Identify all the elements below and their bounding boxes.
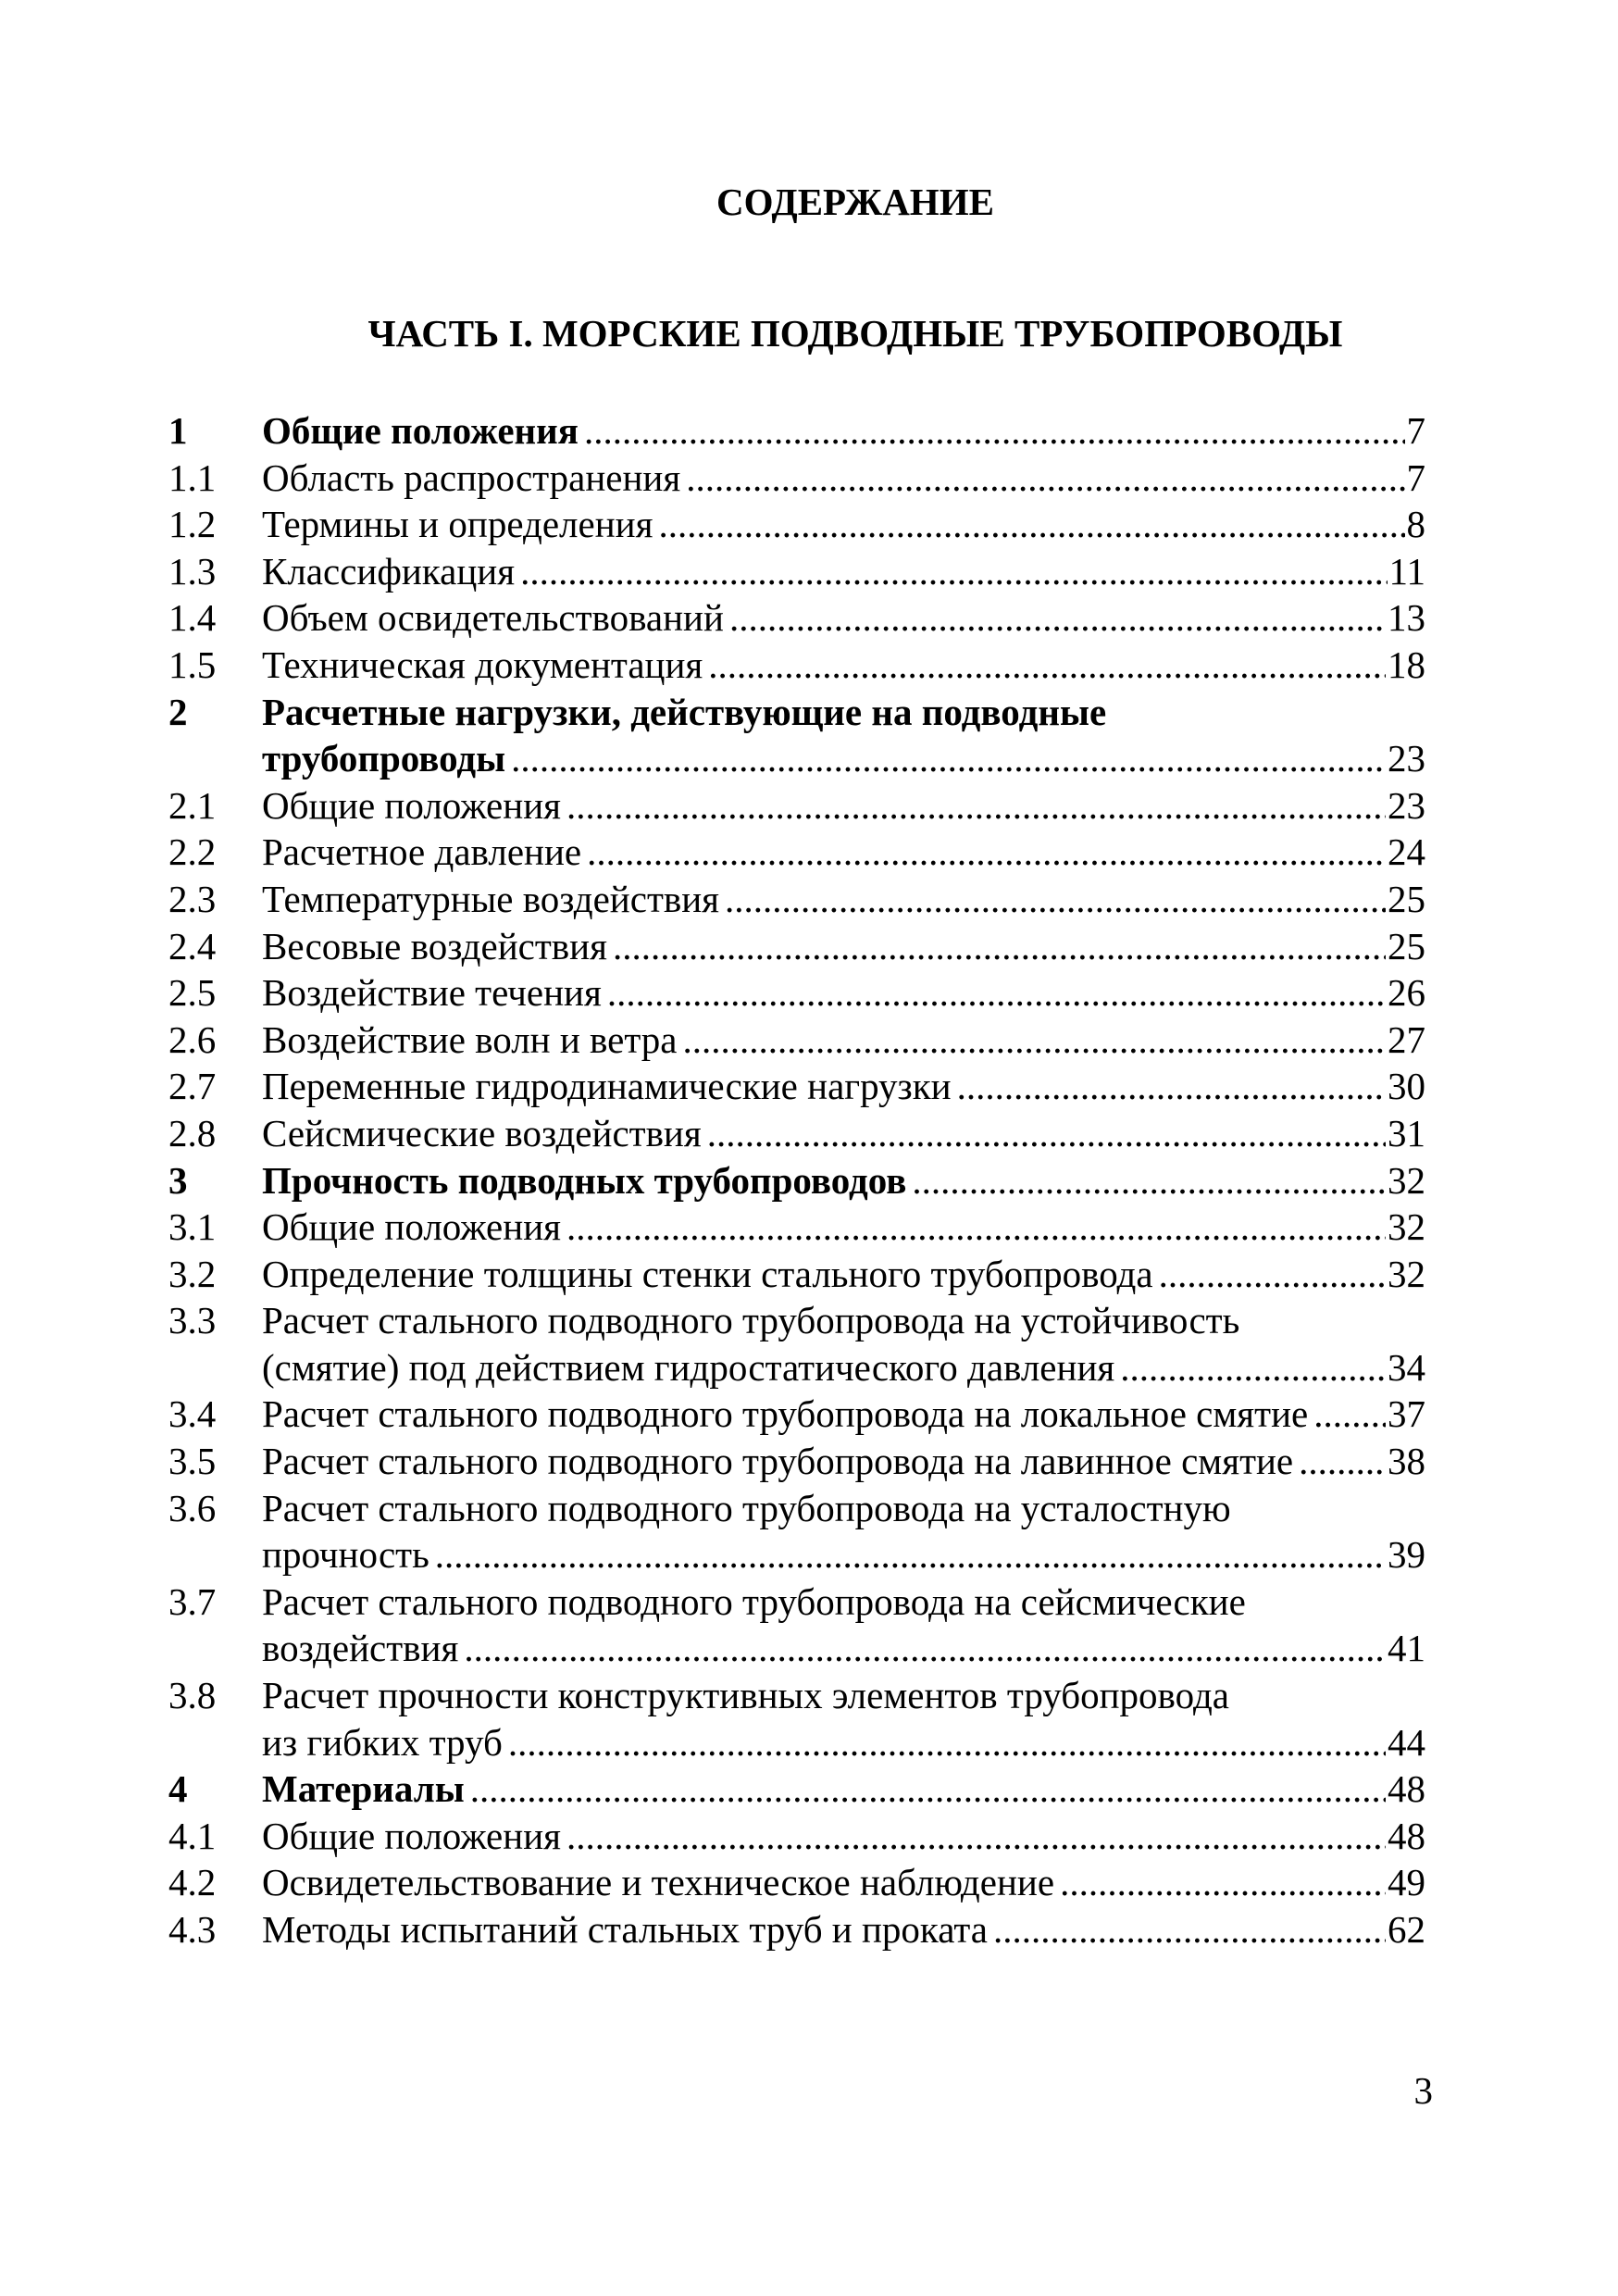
toc-entry[interactable] [168, 501, 1425, 548]
toc-entry[interactable] [168, 1578, 1425, 1626]
toc-entry-page: 25 [1388, 924, 1425, 967]
toc-entry[interactable] [168, 923, 1425, 970]
toc-dot-leader [1120, 1344, 1386, 1391]
toc-entry-title: (смятие) под действием гидростатического давления [262, 1345, 1115, 1389]
toc-dot-leader [686, 455, 1404, 502]
toc-entry-title: Объем освидетельствований [262, 596, 724, 640]
toc-entry-number: 3.4 [168, 1392, 217, 1436]
toc-entry-page: 39 [1388, 1533, 1425, 1577]
toc-entry[interactable] [168, 829, 1425, 876]
toc-dot-leader [511, 735, 1386, 782]
toc-dot-leader [729, 594, 1386, 642]
toc-dot-leader [520, 548, 1387, 595]
toc-entry-page: 37 [1388, 1392, 1425, 1436]
toc-entry-title: Общие положения [262, 783, 561, 827]
toc-entry-page: 32 [1388, 1252, 1425, 1295]
toc-entry[interactable] [168, 782, 1425, 830]
toc-entry[interactable] [168, 689, 1425, 736]
toc-entry[interactable] [168, 969, 1425, 1017]
toc-entry[interactable] [168, 1251, 1425, 1298]
toc-dot-leader [1299, 1438, 1386, 1485]
toc-entry-page: 7 [1406, 455, 1425, 499]
toc-dot-leader [912, 1157, 1386, 1204]
toc-entry[interactable] [168, 1297, 1425, 1344]
toc-entry-page: 32 [1388, 1158, 1425, 1202]
toc-dot-leader [470, 1766, 1386, 1813]
toc-entry[interactable] [168, 548, 1425, 595]
toc-entry-title: Расчет прочности конструктивных элементов трубопровода [262, 1674, 1229, 1717]
toc-entry-number: 3.3 [168, 1299, 217, 1342]
toc-dot-leader [658, 501, 1404, 548]
toc-entry-title: Освидетельствование и техническое наблюдение [262, 1861, 1055, 1904]
toc-entry[interactable] [168, 1859, 1425, 1906]
toc-entry[interactable] [168, 1063, 1425, 1110]
toc-entry-title: Классификация [262, 549, 516, 593]
table-of-contents [168, 407, 1425, 1953]
toc-entry-title: Весовые воздействия [262, 924, 607, 967]
toc-entry-page: 38 [1388, 1440, 1425, 1483]
toc-entry[interactable] [168, 1906, 1425, 1953]
toc-entry-title: Расчет стального подводного трубопровода на усталостную [262, 1486, 1231, 1529]
toc-entry[interactable] [168, 1672, 1425, 1719]
toc-entry-title: трубопроводы [262, 737, 506, 780]
toc-dot-leader [1159, 1251, 1386, 1298]
toc-entry-page: 13 [1388, 596, 1425, 640]
toc-dot-leader [607, 969, 1386, 1017]
toc-entry-title: Воздействие течения [262, 971, 602, 1015]
toc-entry-page: 18 [1388, 643, 1425, 686]
toc-entry-page: 25 [1388, 877, 1425, 920]
toc-entry-number: 3.6 [168, 1486, 217, 1529]
toc-entry-page: 31 [1388, 1111, 1425, 1154]
toc-entry[interactable] [168, 1157, 1425, 1204]
toc-dot-leader [435, 1531, 1386, 1578]
toc-entry[interactable] [168, 594, 1425, 642]
toc-entry[interactable] [168, 1438, 1425, 1485]
toc-entry-title: Переменные гидродинамические нагрузки [262, 1065, 952, 1108]
toc-entry-title: воздействия [262, 1627, 459, 1670]
toc-entry-number: 1 [168, 409, 188, 452]
toc-dot-leader [957, 1063, 1386, 1110]
toc-entry-number: 2.6 [168, 1017, 217, 1061]
toc-entry-title: Общие положения [262, 1814, 561, 1857]
toc-entry-title: Температурные воздействия [262, 877, 720, 920]
toc-entry-number: 2.8 [168, 1111, 217, 1154]
toc-entry-title: Сейсмические воздействия [262, 1111, 702, 1154]
toc-dot-leader [613, 923, 1386, 970]
toc-entry-page: 32 [1388, 1205, 1425, 1249]
toc-entry-page: 7 [1406, 409, 1425, 452]
toc-entry-title: Общие положения [262, 409, 579, 452]
toc-entry-number: 2.1 [168, 783, 217, 827]
toc-entry[interactable] [168, 407, 1425, 455]
toc-entry-title: из гибких труб [262, 1720, 503, 1764]
toc-entry-number: 3.5 [168, 1440, 217, 1483]
toc-entry-number: 2.3 [168, 877, 217, 920]
part-title: ЧАСТЬ I. МОРСКИЕ ПОДВОДНЫЕ ТРУБОПРОВОДЫ [367, 312, 1343, 355]
toc-dot-leader [993, 1906, 1386, 1953]
toc-entry-number: 1.3 [168, 549, 217, 593]
toc-entry-title: Определение толщины стенки стального трубопровода [262, 1252, 1153, 1295]
toc-entry-page: 8 [1406, 503, 1425, 546]
toc-entry-title: Материалы [262, 1767, 465, 1811]
toc-entry-page: 49 [1388, 1861, 1425, 1904]
toc-dot-leader [464, 1625, 1386, 1672]
toc-entry[interactable] [168, 455, 1425, 502]
toc-entry-title: Техническая документация [262, 643, 703, 686]
toc-entry-title: Общие положения [262, 1205, 561, 1249]
toc-entry[interactable] [168, 1625, 1425, 1672]
toc-entry-title: Расчет стального подводного трубопровода на локальное смятие [262, 1392, 1309, 1436]
toc-entry-page: 48 [1388, 1814, 1425, 1857]
toc-dot-leader [566, 1813, 1386, 1860]
toc-entry-title: Термины и определения [262, 503, 653, 546]
toc-entry[interactable] [168, 1531, 1425, 1578]
toc-dot-leader [584, 407, 1405, 455]
toc-entry-number: 4.2 [168, 1861, 217, 1904]
toc-entry-title: Область распространения [262, 455, 681, 499]
toc-entry-number: 2.5 [168, 971, 217, 1015]
toc-entry-page: 34 [1388, 1345, 1425, 1389]
toc-entry-page: 24 [1388, 830, 1425, 874]
toc-entry-page: 48 [1388, 1767, 1425, 1811]
toc-entry[interactable] [168, 876, 1425, 923]
toc-entry-page: 30 [1388, 1065, 1425, 1108]
toc-entry-number: 3 [168, 1158, 188, 1202]
toc-entry-page: 23 [1388, 737, 1425, 780]
toc-dot-leader [508, 1719, 1386, 1766]
toc-dot-leader [682, 1017, 1386, 1064]
toc-entry-number: 2.7 [168, 1065, 217, 1108]
toc-dot-leader [566, 1204, 1386, 1251]
toc-entry-number: 4.3 [168, 1908, 217, 1951]
toc-entry[interactable] [168, 1719, 1425, 1766]
toc-dot-leader [1313, 1391, 1386, 1438]
toc-entry-number: 2 [168, 690, 188, 733]
toc-entry[interactable] [168, 1017, 1425, 1064]
toc-entry-page: 26 [1388, 971, 1425, 1015]
toc-entry-number: 4 [168, 1767, 188, 1811]
toc-entry[interactable] [168, 735, 1425, 782]
toc-dot-leader [708, 642, 1386, 689]
toc-entry-number: 4.1 [168, 1814, 217, 1857]
toc-entry-title: Расчетное давление [262, 830, 582, 874]
toc-entry-page: 44 [1388, 1720, 1425, 1764]
toc-entry-number: 3.8 [168, 1674, 217, 1717]
toc-entry-title: Прочность подводных трубопроводов [262, 1158, 907, 1202]
toc-entry[interactable] [168, 1813, 1425, 1860]
toc-entry-number: 2.4 [168, 924, 217, 967]
toc-entry[interactable] [168, 1485, 1425, 1532]
toc-entry-number: 1.1 [168, 455, 217, 499]
toc-dot-leader [566, 782, 1386, 830]
toc-entry-number: 2.2 [168, 830, 217, 874]
toc-entry[interactable] [168, 1110, 1425, 1157]
toc-entry-page: 11 [1388, 549, 1425, 593]
page-number: 3 [1413, 2069, 1433, 2112]
toc-entry[interactable] [168, 1391, 1425, 1438]
toc-entry-number: 3.2 [168, 1252, 217, 1295]
toc-entry-page: 62 [1388, 1908, 1425, 1951]
toc-dot-leader [1060, 1859, 1386, 1906]
toc-entry[interactable] [168, 642, 1425, 689]
toc-dot-leader [587, 829, 1386, 876]
toc-dot-leader [725, 876, 1386, 923]
toc-entry-title: Воздействие волн и ветра [262, 1017, 678, 1061]
toc-entry-page: 23 [1388, 783, 1425, 827]
toc-entry-title: прочность [262, 1533, 429, 1577]
toc-entry-number: 3.7 [168, 1579, 217, 1623]
toc-entry-page: 41 [1388, 1627, 1425, 1670]
toc-entry-number: 1.2 [168, 503, 217, 546]
toc-entry-title: Расчетные нагрузки, действующие на подводные [262, 690, 1107, 733]
toc-entry-page: 27 [1388, 1017, 1425, 1061]
toc-entry-title: Расчет стального подводного трубопровода на сейсмические [262, 1579, 1246, 1623]
toc-entry-number: 1.5 [168, 643, 217, 686]
toc-entry[interactable] [168, 1766, 1425, 1813]
toc-entry[interactable] [168, 1204, 1425, 1251]
toc-dot-leader [707, 1110, 1386, 1157]
toc-entry[interactable] [168, 1344, 1425, 1391]
toc-entry-title: Методы испытаний стальных труб и проката [262, 1908, 988, 1951]
toc-entry-number: 1.4 [168, 596, 217, 640]
page-title: СОДЕРЖАНИЕ [716, 181, 994, 223]
toc-entry-title: Расчет стального подводного трубопровода на лавинное смятие [262, 1440, 1294, 1483]
toc-entry-number: 3.1 [168, 1205, 217, 1249]
toc-entry-title: Расчет стального подводного трубопровода на устойчивость [262, 1299, 1240, 1342]
